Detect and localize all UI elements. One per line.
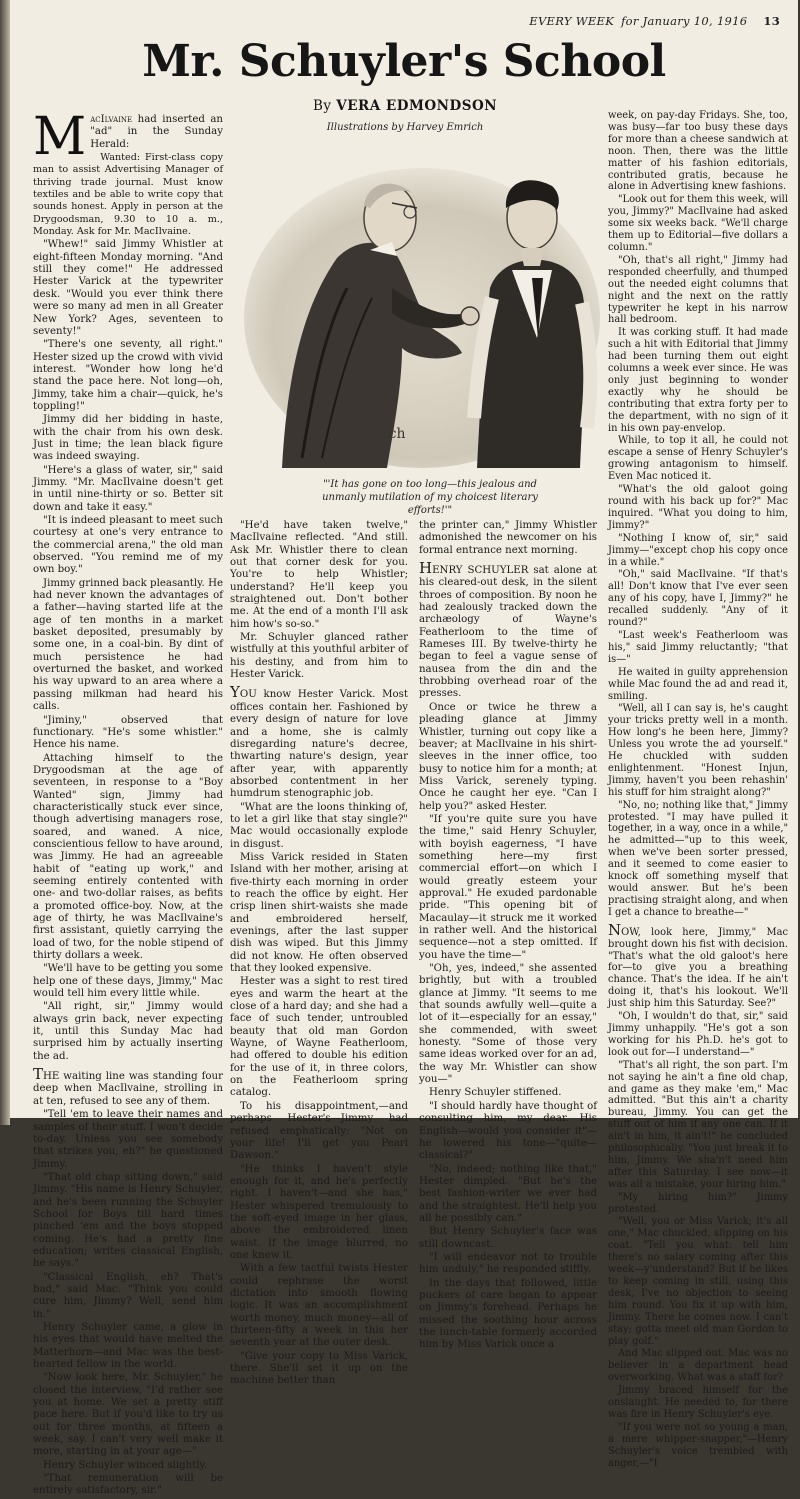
paragraph: "Look out for them this week, will you, Jimmy?" MacIlvaine had asked some six weeks back. "We'll charge them up to Editorial—five dollars a column." (608, 194, 788, 253)
paragraph: "Last week's Featherloom was his," said Jimmy reluctantly; "that is—" (608, 629, 788, 665)
paragraph: "I should hardly have thought of consulting him, my dear. His English—would you consider it"—he lowered his tone—"quite—classical?" (419, 1100, 597, 1162)
author-name: VERA EDMONDSON (336, 98, 498, 114)
illustration-credit: Illustrations by Harvey Emrich (326, 122, 484, 133)
paragraph: YOU know Hester Varick. Most offices contain her. Fashioned by every design of nature for love and a home, she is calmly disregarding nature's decree, thwarting nature's design, year after year, with apparently absorbed contentment in her humdrum stenographic job. (230, 683, 408, 800)
paragraph: Henry Schuyler stiffened. (429, 1087, 562, 1099)
paragraph: Jimmy braced himself for the onslaught. He needed to, for there was fire in Henry Schuyler's eye. (608, 1385, 788, 1420)
publication-name: EVERY WEEK (529, 14, 615, 28)
paragraph: "Oh, that's all right," Jimmy had responded cheerfully, and thumped out the needed eight columns that night and the next on the rattly typewriter he kept in his narrow hall bedroom. (608, 254, 788, 326)
issue-date: for January 10, 1916 (621, 14, 748, 28)
paragraph: "If you were not so young a man, a mere whipper-snapper,"—Henry Schuyler's voice trembled with anger,—"I (608, 1421, 788, 1469)
paragraph: Jimmy grinned back pleasantly. He had never known the advantages of a father—having started life at the age of ten months in a market basket deposited, presumably by some one, in a coal-bin. By dint of much persistence he had overturned the basket, and worked his way upward to an area where a passing milkman had heard his calls. (33, 577, 223, 713)
paragraph: "Nothing I know of, sir," said Jimmy—"except chop his copy once in a while." (608, 532, 788, 568)
paragraph: "Now look here, Mr. Schuyler," he closed the interview, "I'd rather see you at home. We set a pretty stiff pace here. But if you'd like to try us out for three months, at fifteen a week, say. I can't very well make it more, starting in at your age—" (33, 1372, 223, 1458)
paragraph: "All right, sir," Jimmy would always grin back, never expecting it, until this Sunday Mac had surprised him by actually inserting the ad. (33, 1001, 223, 1062)
paragraph: Henry Schuyler winced slightly. (43, 1459, 208, 1471)
paragraph: "That's all right, the son part. I'm not saying he ain't a fine old chap, and game as they make 'em," Mac admitted. "But this ain't a charity bureau, Jimmy. You can get the stuff out of him if any one can. If it ain't in him, it ain't!" he concluded philosophically. "You just break it to him, Jimmy. We sha'n't need him after this Saturday. I see now—it was all a mistake, your hiring him." (608, 1059, 788, 1190)
paragraph: But Henry Schuyler's face was still downcast. (419, 1226, 597, 1250)
paragraph: Once or twice he threw a pleading glance at Jimmy Whistler, turning out copy like a beaver; at MacIlvaine in his shirt-sleeves in the inner office, too busy to notice him for a month; at Miss Varick, serenely typing. Once he caught her eye. "Can I help you?" asked Hester. (419, 701, 597, 812)
paragraph: "Oh," said MacIlvaine. "If that's all! Don't know that I've ever seen any of his copy, have I, Jimmy?" he recalled suddenly. "Any of it round?" (608, 569, 788, 629)
paragraph: "That remuneration will be entirely satisfactory, sir." (33, 1473, 223, 1497)
paragraph: HENRY SCHUYLER sat alone at his cleared-out desk, in the silent throes of composition. By noon he had zealously tracked down the archæology of Wayne's Featherloom to the time of Rameses III. By twelve-thirty he began to feel a vague sense of nausea from the din and the throbbing overhead roar of the presses. (419, 559, 597, 700)
paragraph: "There's one seventy, all right." Hester sized up the crowd with vivid interest. "Wonder how long he'd stand the pace here. Not long—oh, Jimmy, take him a chair—quick, he's toppling!" (33, 339, 223, 412)
column-4 (608, 110, 788, 1471)
paragraph: "What's the old galoot going round with his back up for?" Mac inquired. "What you doing to him, Jimmy?" (608, 484, 788, 531)
paragraph: THE waiting line was standing four deep when MacIlvaine, strolling in at ten, refused to see any of them. (33, 1065, 223, 1107)
running-head (529, 14, 780, 28)
illustrator-signature: Emrich (354, 426, 406, 442)
paragraph: "Well, you or Miss Varick; it's all one," Mac chuckled, slipping on his coat. "Tell you what: tell him there's no salary coming after this week—y'understand? But if he likes to keep coming in still, using this desk, I've no objection to seeing him round. You fix it up with him, Jimmy. There he comes now. I can't stay; gotta meet old man Gordon to play golf." (608, 1216, 788, 1347)
paragraph: the printer can," Jimmy Whistler admonished the newcomer on his formal entrance next morning. (419, 520, 597, 556)
drop-cap: M (33, 107, 87, 167)
paragraph: "My hiring him?" Jimmy protested. (608, 1191, 788, 1215)
want-ad: Wanted: First-class copy man to assist Advertising Manager of thriving trade journal. Must know textiles and be able to write copy that sounds honest. Apply in person at the Drygoodsman, 9.30 to 10 a. m., Monday. Ask for Mr. MacIlvaine. (33, 152, 223, 238)
paragraph: "No, indeed; nothing like that," Hester dimpled. "But he's the best fashion-writer we ever had and the straightest. He'll help you all he possibly can." (419, 1163, 597, 1224)
paragraph: "Oh, yes, indeed," she assented brightly, but with a troubled glance at Jimmy. "It seems to me that sounds awfully well—quite a lot of it—especially for an essay," she commended, with sweet honesty. "Some of those very same ideas worked over for an ad, the way Mr. Whistler can show you—" (419, 963, 598, 1086)
story-illustration (242, 138, 602, 470)
paragraph: Hester was a sight to rest tired eyes and warm the heart at the close of a hard day; and she had a face of such tender, untroubled beauty that old man Gordon Wayne, of Wayne Featherloom, had offered to double his edition for the use of it, in three colors, on the Featherloom spring catalog. (230, 976, 408, 1099)
paragraph: And Mac slipped out. Mac was no believer in a department head overworking. What was a staff for? (608, 1348, 788, 1384)
paragraph: NOW, look here, Jimmy," Mac brought down his fist with decision. "That's what the old galoot's here for—to give you a breathing chance. That's the idea. If he ain't doing it, that's his lookout. We'll just ship him this Saturday. See?" (608, 920, 788, 1010)
paragraph: "That old chap sitting down," said Jimmy. "His name is Henry Schuyler, and he's been running the Schuyler School for Boys till hard times pinched 'em and the boys stopped coming. He's had a pretty fine education; writes classical English, he says." (33, 1171, 223, 1270)
byline-by: By (312, 98, 332, 114)
illustration-caption: "'It has gone on too long—this jealous and unmanly mutilation of my choicest literary efforts!'" (322, 479, 538, 516)
paragraph: Henry Schuyler came, a glow in his eyes that would have melted the Matterhorn—and Mac was the best-hearted fellow in the world. (33, 1322, 223, 1371)
paragraph: "If you're quite sure you have the time," said Henry Schuyler, with boyish eagerness, "I have something here—my first commercial effort—on which I would greatly esteem your approval." He exuded pardonable pride. "This opening bit of Macaulay—it struck me it worked in rather well. And the historical sequence—not a step omitted. If you have the time—" (419, 813, 597, 961)
paragraph: "Here's a glass of water, sir," said Jimmy. "Mr. MacIlvaine doesn't get in until nine-thirty or so. Better sit down and take it easy." (33, 464, 223, 513)
paragraph: week, on pay-day Fridays. She, too, was busy—far too busy these days for more than a cheese sandwich at noon. Then, there was the little matter of his fashion editorials, contributed gratis, because he alone in Advertising knew fashions. (608, 110, 788, 193)
paragraph: "Jiminy," observed that functionary. "He's some whistler." Hence his name. (33, 714, 223, 751)
paragraph: "He thinks I haven't style enough for it, and he's perfectly right. I haven't—and she has," Hester whispered tremulously to the soft-eyed image in her glass, above the embroidered linen waist. If the image blurred, no one knew it. (230, 1163, 408, 1261)
column-3 (419, 520, 597, 1353)
paragraph: "Classical English, eh? That's bad," said Mac. "Think you could cure him, Jimmy? Well, send him in." (33, 1271, 223, 1320)
paragraph: "It is indeed pleasant to meet such courtesy at one's very entrance to the commercial arena," the old man observed. "You remind me of my own boy." (33, 515, 223, 576)
paragraph: Jimmy did her bidding in haste, with the chair from his own desk. Just in time; the lean black figure was indeed swaying. (33, 414, 223, 463)
paragraph: With a few tactful twists Hester could rephrase the worst dictation into smooth flowing logic. It was an accomplishment worth money, much money—all of thirteen-fifty a week in this her seventh year at the outer desk. (230, 1263, 408, 1349)
paragraph: Attaching himself to the Drygoodsman at the age of seventeen, in response to a "Boy Wanted" sign, Jimmy had characteristically stuck ever since, though advertising managers rose, soared, and waned. A nice, conscientious fellow to have around, was Jimmy. He had an agreeable habit of "eating up work," and seeming entirely contented with one- and two-dollar raises, as befits a promoted office-boy. Now, at the age of thirty, he was MacIlvaine's first assistant, quietly carrying the load of two, for the noble stipend of thirty dollars a week. (33, 752, 223, 962)
paragraph: While, to top it all, he could not escape a sense of Henry Schuyler's growing antagonism to himself. Even Mac noticed it. (608, 435, 788, 483)
paragraph: "What are the loons thinking of, to let a girl like that stay single?" Mac would occasionally explode in disgust. (230, 801, 408, 850)
paragraph: "Give your copy to Miss Varick, there. She'll set it up on the machine better than (230, 1350, 408, 1387)
paragraph: "Whew!" said Jimmy Whistler at eight-fifteen Monday morning. "And still they come!" He addressed Hester Varick at the typewriter desk. "Would you ever think there were so many ad men in all Greater New York? Ages, seventeen to seventy!" (33, 239, 223, 337)
column-2 (230, 520, 408, 1389)
paragraph: To his disappointment,—and perhaps Hester's—Jimmy had refused emphatically: "Not on your life! I'll get you Pearl Dawson." (230, 1100, 408, 1162)
paragraph: It was corking stuff. It had made such a hit with Editorial that Jimmy had been turning them out eight columns a week ever since. He was only just beginning to wonder exactly why he should be contributing that extra forty per to the department, with no sign of it in his own pay-envelop. (608, 327, 788, 434)
paragraph: "No, no; nothing like that," Jimmy protested. "I may have pulled it together, in a way, once in a while," he admitted—"up to this week, when we've been sorter pressed, and it seemed to come easier to knock off something myself that would answer. But he's been practising straight along, and when I get a chance to breathe—" (608, 799, 788, 918)
magazine-page (10, 0, 798, 1497)
paragraph: In the days that followed, little puckers of care began to appear on Jimmy's forehead. Perhaps he missed the soothing hour across the lunch-table formerly accorded him by Miss Varick once a (419, 1277, 597, 1351)
paragraph: MacIlvaine had inserted an "ad" in the Sunday Herald: (33, 107, 223, 167)
column-1 (33, 107, 223, 1499)
story-title: Mr. Schuyler's School (142, 36, 666, 87)
paragraph: "We'll have to be getting you some help one of these days, Jimmy," Mac would tell him every little while. (33, 963, 223, 1000)
paragraph: "He'd have taken twelve," MacIlvaine reflected. "And still. Ask Mr. Whistler there to clean out that corner desk for you. You're to help Whistler; understand? He'll keep you straightened out. Don't bother me. At the end of a month I'll ask him how's so-so." (230, 520, 408, 630)
paragraph: He waited in guilty apprehension while Mac found the ad and read it, smiling. (608, 666, 788, 702)
paragraph: Miss Varick resided in Staten Island with her mother, arising at five-thirty each morning in order to reach the office by eight. Her crisp linen shirt-waists she made and embroidered herself, evenings, after the last supper dish was wiped. But this Jimmy did not know. He often observed that they looked expensive. (230, 851, 408, 975)
page-number: 13 (763, 14, 780, 28)
paragraph: "Well, all I can say is, he's caught your tricks pretty well in a month. How long's he been here, Jimmy? Unless you wrote the ad yourself." He chuckled with sudden enlightenment. "Honest Injun, Jimmy, haven't you been rehashin' his stuff for him straight along?" (608, 703, 788, 798)
paragraph: "I will endeavor not to trouble him unduly," he responded stiffly. (419, 1251, 597, 1276)
paragraph: Mr. Schuyler glanced rather wistfully at this youthful arbiter of his destiny, and from him to Hester Varick. (230, 632, 408, 681)
paragraph: "Oh, I wouldn't do that, sir," said Jimmy unhappily. "He's got a son working for his Ph.D. he's got to look out for—I understand—" (608, 1011, 788, 1058)
paragraph: "Tell 'em to leave their names and samples of their stuff. I won't decide to-day. Unless you see somebody that strikes you, eh?" he questioned Jimmy. (33, 1109, 223, 1170)
page-spine (0, 0, 10, 1125)
byline (310, 98, 500, 114)
